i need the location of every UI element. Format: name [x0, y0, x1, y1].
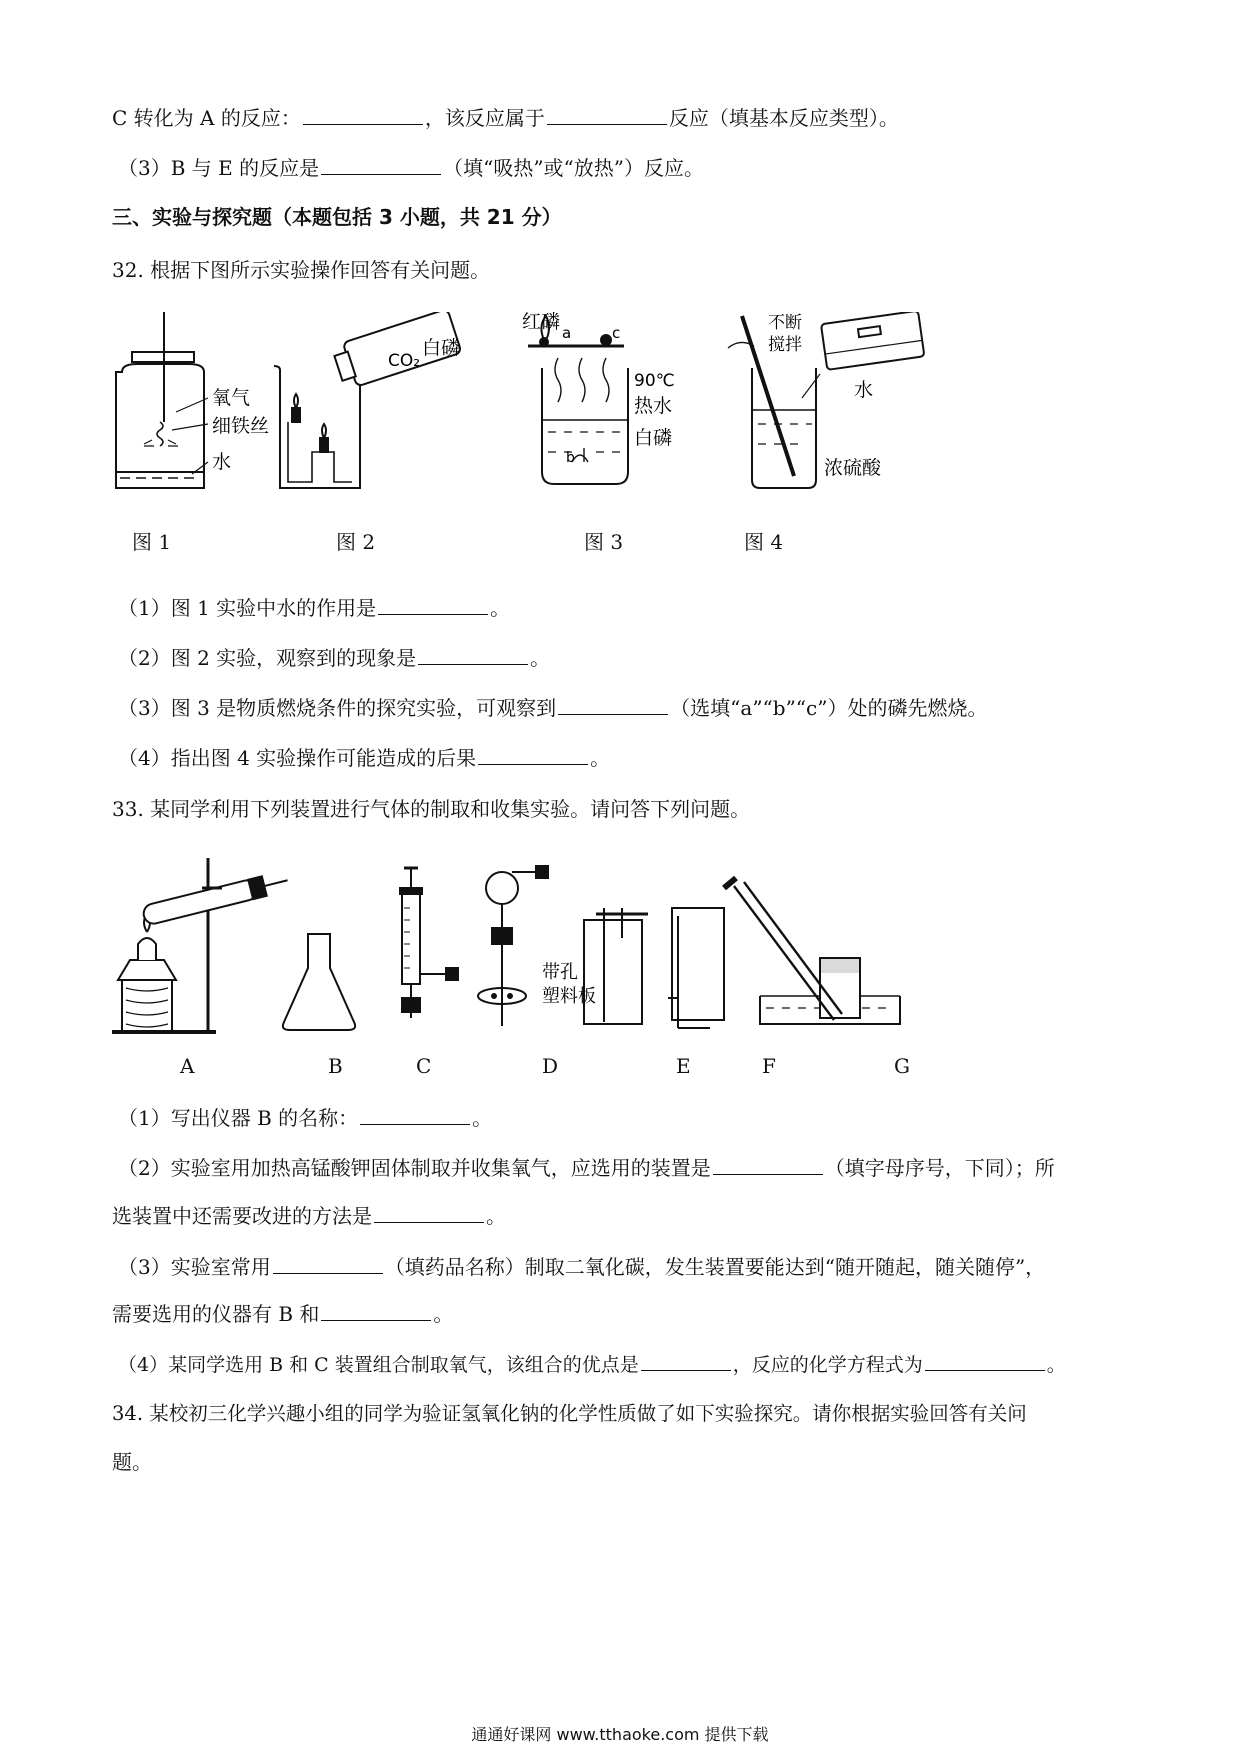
q33-p1-prefix: （1）写出仪器 B 的名称：	[118, 1106, 359, 1130]
apparatus-letter-f: F	[762, 1054, 776, 1078]
q32-p2-prefix: （2）图 2 实验，观察到的现象是	[118, 646, 417, 670]
answer-blank[interactable]	[418, 644, 528, 665]
q33-p4-mid: ，反应的化学方程式为	[732, 1354, 923, 1376]
q33-p2-line2	[112, 1202, 506, 1230]
q33-p3-line2	[112, 1300, 453, 1328]
q33-p3-prefix: （3）实验室常用	[118, 1255, 271, 1279]
q33-p3	[118, 1253, 1045, 1281]
fig1-label-iron-wire: 细铁丝	[212, 415, 270, 437]
q33-apparatus	[112, 848, 982, 1078]
q31-c-to-a-mid: ，该反应属于	[424, 106, 545, 130]
q33-p3-mid: （填药品名称）制取二氧化碳，发生装置要能达到“随开随起，随关随停”，	[384, 1255, 1046, 1279]
q31-part3-line	[118, 154, 704, 182]
q33-p4-prefix: （4）某同学选用 B 和 C 装置组合制取氧气，该组合的优点是	[118, 1354, 639, 1376]
fig2-caption: 图 2	[336, 530, 376, 554]
page-footer: 通通好课网 www.tthaoke.com 提供下载	[471, 1725, 769, 1744]
apparatus-letter-c: C	[416, 1054, 432, 1078]
q31-c-to-a-suffix: 反应（填基本反应类型）。	[668, 106, 899, 130]
answer-blank[interactable]	[641, 1350, 731, 1371]
q33-p1-suffix: 。	[472, 1106, 493, 1130]
answer-blank[interactable]	[713, 1154, 823, 1175]
q32-p2-suffix: 。	[530, 646, 551, 670]
q33-p2	[118, 1154, 1055, 1182]
fig3-label-red-phosphorus: 红磷	[522, 312, 561, 333]
fig2-label-co2: CO₂	[388, 351, 421, 371]
q32-figures	[112, 312, 932, 502]
fig1-label-water: 水	[212, 451, 232, 473]
q34-stem-line1: 34. 某校初三化学兴趣小组的同学为验证氢氧化钠的化学性质做了如下实验探究。请你根据实验回答有关问	[112, 1402, 1027, 1425]
answer-blank[interactable]	[273, 1253, 383, 1274]
fig1-caption: 图 1	[132, 530, 172, 554]
q33-p4	[118, 1350, 1066, 1379]
apparatus-f	[668, 908, 724, 1028]
answer-blank[interactable]	[378, 594, 488, 615]
q32-p3-suffix: （选填“a”“b”“c”）处的磷先燃烧。	[670, 696, 988, 720]
fig3-label-a: a	[562, 324, 572, 342]
fig3-label-b: b	[566, 450, 575, 466]
apparatus-letter-b: B	[328, 1054, 343, 1078]
q33-p2-line2-prefix: 选装置中还需要改进的方法是	[112, 1204, 372, 1228]
answer-blank[interactable]	[558, 694, 668, 715]
section-heading: 三、实验与探究题（本题包括 3 小题，共 21 分）	[112, 205, 562, 229]
apparatus-letter-e: E	[676, 1054, 691, 1078]
q32-p1	[118, 594, 510, 622]
q33-p3-line2-prefix: 需要选用的仪器有 B 和	[112, 1302, 320, 1326]
fig4-label-conc-sulfuric: 浓硫酸	[824, 457, 882, 479]
q33-stem: 33. 某同学利用下列装置进行气体的制取和收集实验。请问答下列问题。	[112, 797, 751, 821]
q32-p3	[118, 694, 987, 722]
q31-c-to-a-line	[112, 104, 899, 132]
apparatus-b	[283, 934, 355, 1030]
q31-c-to-a-prefix: C 转化为 A 的反应：	[112, 106, 301, 130]
apparatus-g	[724, 878, 900, 1024]
fig4-caption: 图 4	[744, 530, 784, 554]
q33-p2-line2-suffix: 。	[486, 1204, 506, 1228]
apparatus-c	[400, 868, 458, 1018]
apparatus-letter-a: A	[180, 1054, 195, 1078]
q31-part3-suffix: （填“吸热”或“放热”）反应。	[443, 156, 704, 180]
apparatus-a	[112, 858, 290, 1032]
fig3-caption: 图 3	[584, 530, 624, 554]
fig1-label-oxygen: 氧气	[212, 387, 251, 409]
answer-blank[interactable]	[321, 154, 441, 175]
fig3-label-white-phosphorus-top: 白磷	[422, 337, 461, 359]
q33-p1	[118, 1104, 492, 1132]
fig1-iron-wire-jar	[116, 312, 208, 488]
q32-p4-prefix: （4）指出图 4 实验操作可能造成的后果	[118, 746, 477, 770]
fig3-label-white-phosphorus-bottom: 白磷	[634, 427, 673, 449]
answer-blank[interactable]	[478, 744, 588, 765]
q32-p4-suffix: 。	[590, 746, 611, 770]
q32-p4	[118, 744, 610, 772]
apparatus-letter-g: G	[894, 1054, 910, 1078]
answer-blank[interactable]	[303, 104, 423, 125]
q31-part3-prefix: （3）B 与 E 的反应是	[118, 156, 320, 180]
q33-p2-prefix: （2）实验室用加热高锰酸钾固体制取并收集氧气，应选用的装置是	[118, 1156, 711, 1180]
q32-p1-suffix: 。	[490, 596, 511, 620]
apparatus-letter-d: D	[542, 1054, 559, 1078]
fig4-label-stir-2: 搅拌	[768, 335, 802, 355]
fig3-label-c: c	[612, 324, 621, 342]
answer-blank[interactable]	[321, 1300, 431, 1321]
q33-p2-mid: （填字母序号，下同）；所	[824, 1156, 1055, 1180]
apparatus-d	[478, 866, 548, 1026]
fig3-label-90c: 90℃	[634, 371, 675, 391]
q32-p2	[118, 644, 550, 672]
fig4-label-stir-1: 不断	[768, 313, 802, 333]
apparatus-d-label-2: 塑料板	[542, 986, 596, 1007]
answer-blank[interactable]	[925, 1350, 1045, 1371]
apparatus-d-label-1: 带孔	[542, 962, 578, 983]
answer-blank[interactable]	[374, 1202, 484, 1223]
fig4-label-water: 水	[854, 379, 874, 401]
q32-p3-prefix: （3）图 3 是物质燃烧条件的探究实验，可观察到	[118, 696, 557, 720]
q32-stem: 32. 根据下图所示实验操作回答有关问题。	[112, 258, 491, 282]
q33-p3-line2-suffix: 。	[433, 1302, 454, 1326]
answer-blank[interactable]	[547, 104, 667, 125]
fig3-label-hot-water: 热水	[634, 395, 673, 417]
q34-stem-line2: 题。	[112, 1450, 152, 1474]
q32-p1-prefix: （1）图 1 实验中水的作用是	[118, 596, 377, 620]
answer-blank[interactable]	[360, 1104, 470, 1125]
q33-p4-suffix: 。	[1046, 1354, 1066, 1376]
